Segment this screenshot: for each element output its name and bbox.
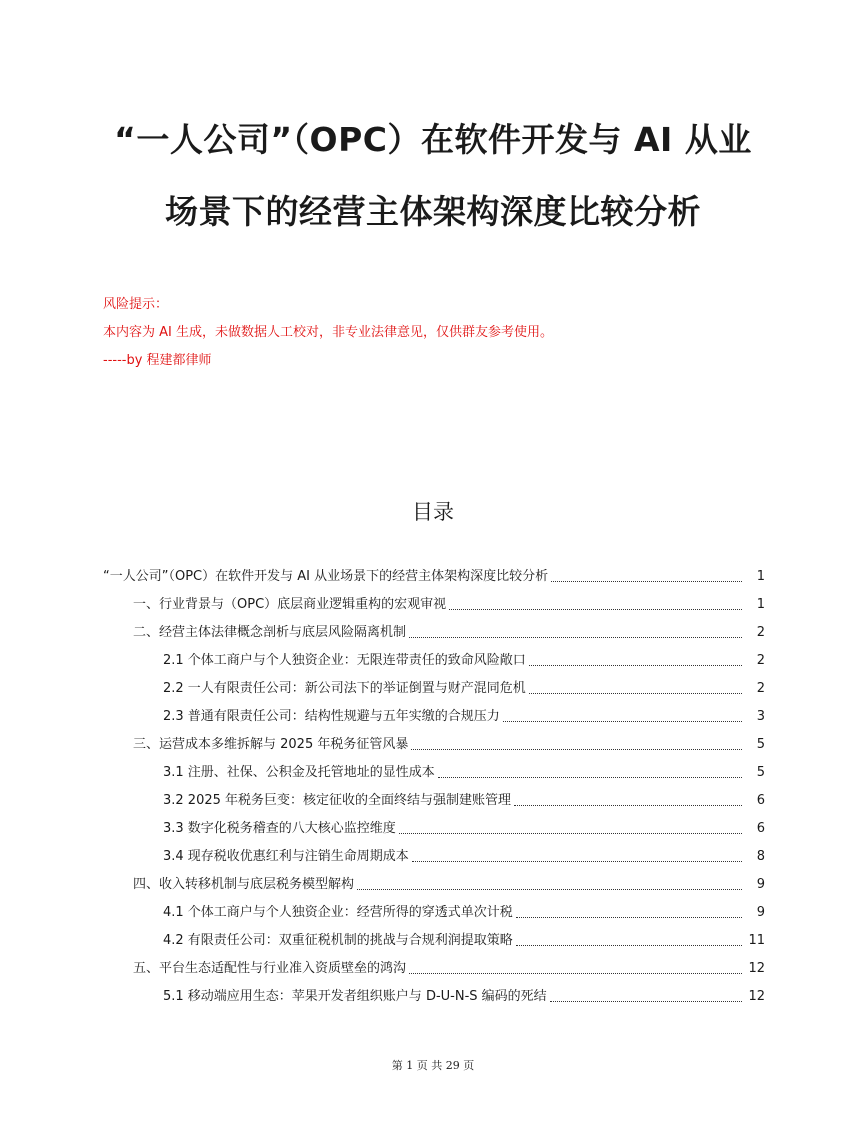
toc-title: 目录 [412,500,454,524]
toc-leader-dots [399,833,742,834]
toc-leader-dots [449,609,742,610]
table-of-contents [0,557,866,1005]
document-title-line-1: “一人公司”（OPC）在软件开发与 AI 从业 [114,120,752,159]
toc-entry-text: 5.1 移动端应用生态：苹果开发者组织账户与 D-U-N-S 编码的死结 [163,989,547,1004]
toc-entry-text: 3.3 数字化税务稽查的八大核心监控维度 [163,821,396,836]
toc-entry-text: 4.2 有限责任公司：双重征税机制的挑战与合规利润提取策略 [163,933,513,948]
toc-entry-page: 3 [756,709,765,724]
toc-entry[interactable] [0,669,866,697]
toc-entry[interactable] [0,781,866,809]
toc-entry-page: 6 [756,821,765,836]
toc-entry-page: 9 [756,905,765,920]
toc-entry[interactable] [0,809,866,837]
toc-entry-text: 2.3 普通有限责任公司：结构性规避与五年实缴的合规压力 [163,709,500,724]
risk-notice-body: 本内容为 AI 生成，未做数据人工校对，非专业法律意见，仅供群友参考使用。 [103,325,553,340]
toc-entry-page: 2 [756,681,765,696]
toc-entry-page: 9 [756,877,765,892]
risk-notice-heading: 风险提示： [103,297,169,312]
toc-entry-page: 2 [756,625,765,640]
toc-entry[interactable] [0,557,866,585]
toc-entry[interactable] [0,725,866,753]
toc-entry-page: 8 [756,849,765,864]
toc-entry-text: 4.1 个体工商户与个人独资企业：经营所得的穿透式单次计税 [163,905,513,920]
toc-entry[interactable] [0,641,866,669]
toc-entry-page: 5 [756,765,765,780]
toc-entry[interactable] [0,837,866,865]
toc-leader-dots [514,805,742,806]
toc-entry[interactable] [0,753,866,781]
toc-entry[interactable] [0,585,866,613]
toc-leader-dots [529,665,742,666]
toc-entry-text: 3.2 2025 年税务巨变：核定征收的全面终结与强制建账管理 [163,793,512,808]
toc-entry[interactable] [0,977,866,1005]
toc-leader-dots [550,1001,742,1002]
toc-entry-text: 一、行业背景与（OPC）底层商业逻辑重构的宏观审视 [133,597,447,612]
toc-entry-text: 二、经营主体法律概念剖析与底层风险隔离机制 [133,625,407,640]
toc-entry-page: 5 [756,737,765,752]
toc-entry-text: 四、收入转移机制与底层税务模型解构 [133,877,355,892]
toc-entry[interactable] [0,613,866,641]
toc-entry-page: 12 [748,961,765,976]
toc-entry-page: 12 [748,989,765,1004]
toc-leader-dots [503,721,742,722]
toc-entry[interactable] [0,697,866,725]
toc-entry[interactable] [0,893,866,921]
toc-entry[interactable] [0,949,866,977]
toc-leader-dots [357,889,742,890]
toc-entry-text: 三、运营成本多维拆解与 2025 年税务征管风暴 [133,737,409,752]
toc-entry[interactable] [0,921,866,949]
toc-leader-dots [551,581,742,582]
toc-entry-text: “一人公司”（OPC）在软件开发与 AI 从业场景下的经营主体架构深度比较分析 [103,569,549,584]
toc-leader-dots [516,917,742,918]
toc-entry-text: 2.2 一人有限责任公司：新公司法下的举证倒置与财产混同危机 [163,681,526,696]
toc-entry[interactable] [0,865,866,893]
page-footer: 第 1 页 共 29 页 [391,1059,475,1072]
risk-notice-signature: -----by 程建都律师 [103,353,212,368]
toc-leader-dots [412,861,742,862]
toc-entry-page: 2 [756,653,765,668]
toc-entry-page: 11 [748,933,765,948]
toc-leader-dots [438,777,742,778]
toc-leader-dots [409,637,742,638]
toc-entry-text: 五、平台生态适配性与行业准入资质壁垒的鸿沟 [133,961,407,976]
toc-entry-text: 3.1 注册、社保、公积金及托管地址的显性成本 [163,765,435,780]
toc-leader-dots [516,945,742,946]
toc-entry-text: 2.1 个体工商户与个人独资企业：无限连带责任的致命风险敞口 [163,653,526,668]
toc-entry-page: 1 [756,569,765,584]
toc-entry-text: 3.4 现存税收优惠红利与注销生命周期成本 [163,849,409,864]
toc-leader-dots [529,693,742,694]
toc-leader-dots [411,749,742,750]
toc-entry-page: 6 [756,793,765,808]
document-title-line-2: 场景下的经营主体架构深度比较分析 [165,192,701,231]
toc-leader-dots [409,973,742,974]
toc-entry-page: 1 [756,597,765,612]
